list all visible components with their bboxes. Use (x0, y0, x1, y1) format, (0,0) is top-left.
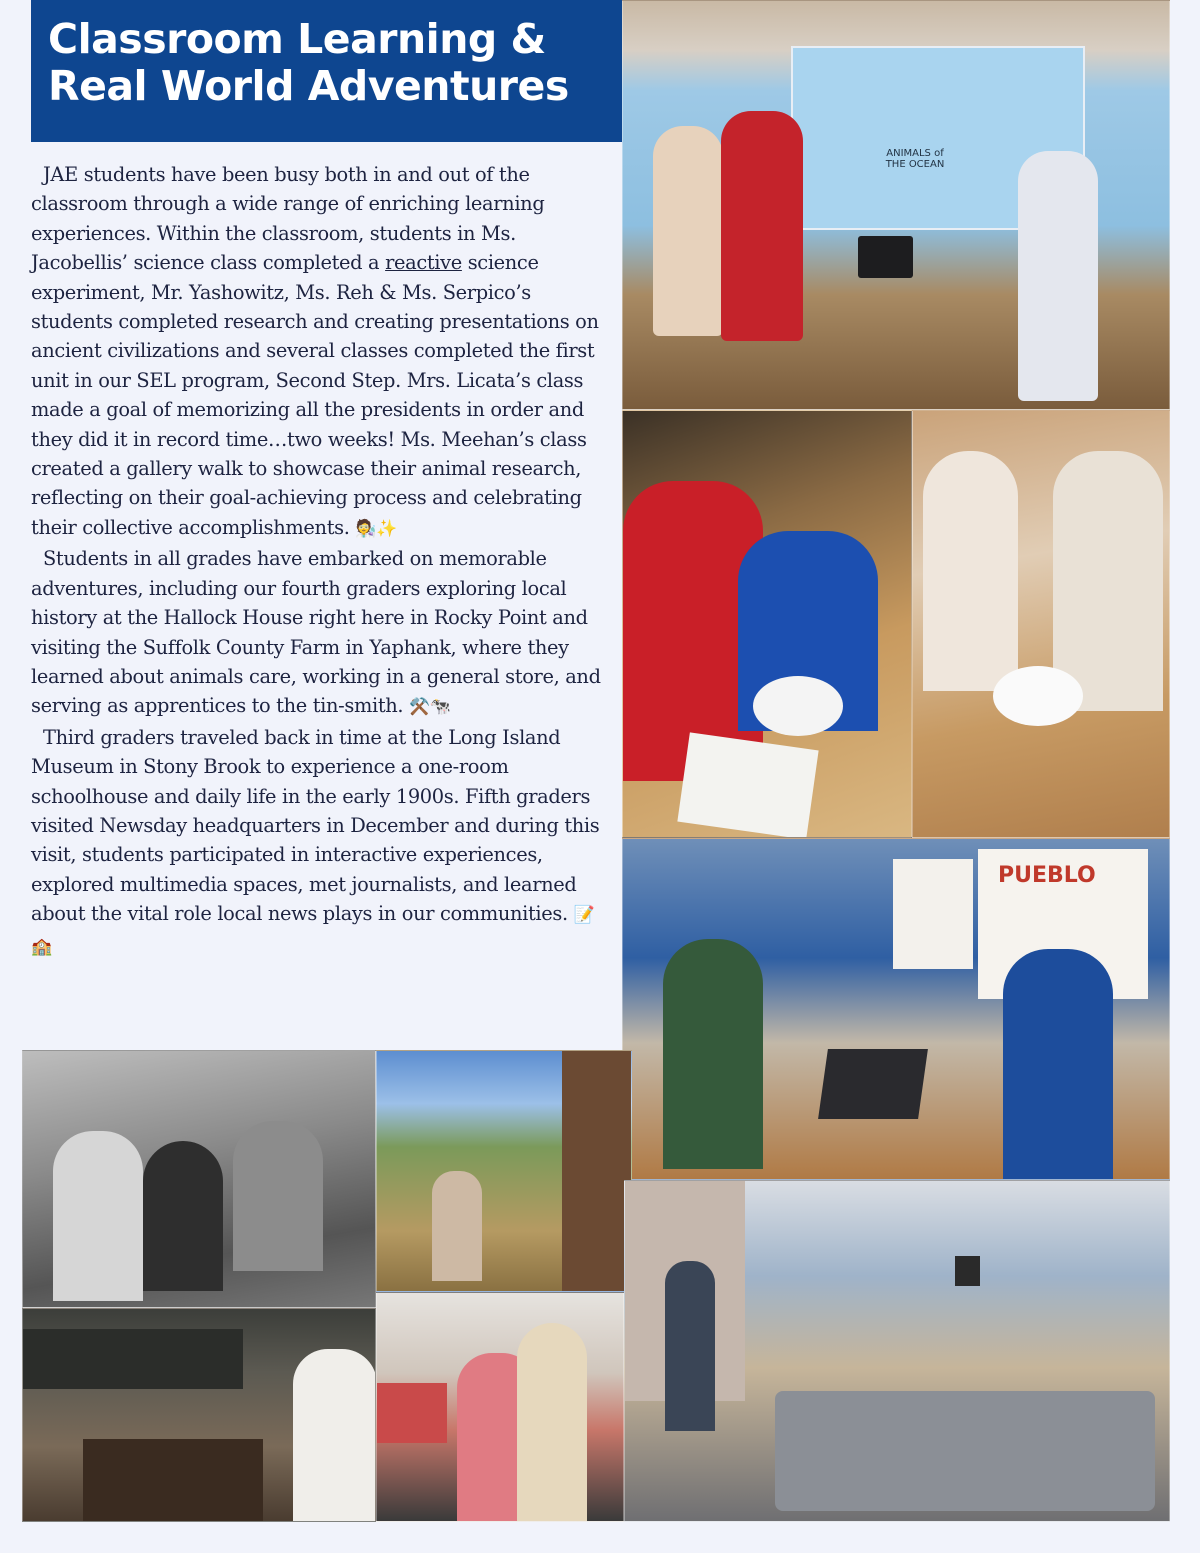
laptop-icon (858, 236, 913, 278)
scientist-sparkles-emoji: 🧑‍🔬✨ (355, 518, 398, 539)
article-paragraph-1 (31, 160, 615, 544)
adult-figure (663, 939, 763, 1169)
plate-icon (753, 676, 843, 736)
page-title-line-1: Classroom Learning & (48, 15, 546, 63)
article-paragraph-2 (31, 544, 615, 722)
adult-figure (665, 1261, 715, 1431)
seated-students (775, 1391, 1155, 1511)
article-text: science experiment, Mr. Yashowitz, Ms. Reh & Ms. Serpico’s students completed research and creating presentations on ancient civilizations and several classes completed the first unit in our SEL program, Second Step. Mrs. Licata’s class made a goal of memorizing all the presidents in order and they did it in record time…two weeks! Ms. Meehan’s class created a gallery walk to showcase their animal research, reflecting on their goal-achieving process and celebrating their collective accomplishments. (31, 251, 599, 539)
plate-icon (993, 666, 1083, 726)
student-figure (233, 1121, 323, 1271)
pueblo-poster-title: PUEBLO (998, 863, 1096, 888)
memo-school-emoji: 📝🏫 (31, 905, 595, 957)
poster (893, 859, 973, 969)
desks (83, 1439, 263, 1522)
photo-ancient-civilizations-presentations (622, 838, 1170, 1180)
page-title-line-2: Real World Adventures (48, 62, 569, 110)
title-banner (31, 0, 622, 142)
article-body (31, 160, 615, 962)
chalkboard (23, 1329, 243, 1389)
student-figure (721, 111, 803, 341)
student-figure (1003, 949, 1113, 1179)
photo-museum-students-seated (22, 1050, 376, 1308)
checkered-table (377, 1383, 447, 1443)
student-figure (53, 1131, 143, 1301)
student-figure (1018, 151, 1098, 401)
adult-figure (517, 1323, 587, 1522)
photo-hallock-house-room (624, 1180, 1170, 1522)
barn-wall (562, 1051, 632, 1292)
student-figure (432, 1171, 482, 1281)
portrait (955, 1256, 980, 1286)
article-paragraph-3 (31, 723, 615, 962)
student-figure (653, 126, 723, 336)
tools-cow-emoji: ⚒️🐄 (409, 697, 451, 718)
ocean-poster-title: ANIMALS of THE OCEAN (885, 148, 945, 170)
photo-one-room-schoolhouse (22, 1308, 376, 1522)
student-figure (143, 1141, 223, 1291)
laptop-icon (818, 1049, 928, 1119)
reactive-link[interactable]: reactive (385, 251, 462, 275)
article-text: JAE students have been busy both in and out of the classroom through a wide range of enriching learning experiences. Within the classroom, students in Ms. Jacobellis’ science class completed a (31, 163, 545, 275)
worksheet (677, 732, 818, 838)
article-text: Third graders traveled back in time at the Long Island Museum in Stony Brook to experience a one-room schoolhouse and daily life in the early 1900s. Fifth graders visited Newsday headquarters in December and during this visit, students participated in interactive experiences, explored multimedia spaces, met journalists, and learned about the vital role local news plays in our communities. (31, 725, 600, 926)
photo-science-experiment-boys (622, 410, 912, 838)
teacher-figure (293, 1349, 376, 1522)
photo-science-experiment-girls (912, 410, 1170, 838)
photo-general-store (376, 1292, 624, 1522)
photo-ocean-animals-gallery (622, 0, 1170, 410)
student-figure (1053, 451, 1163, 711)
article-text: Students in all grades have embarked on memorable adventures, including our fourth graders exploring local history at the Hallock House right here in Rocky Point and visiting the Suffolk County Farm in Yaphank, where they learned about animals care, working in a general store, and serving as apprentices to the tin-smith. (31, 547, 601, 718)
photo-farm-field (376, 1050, 632, 1292)
student-figure (923, 451, 1018, 691)
